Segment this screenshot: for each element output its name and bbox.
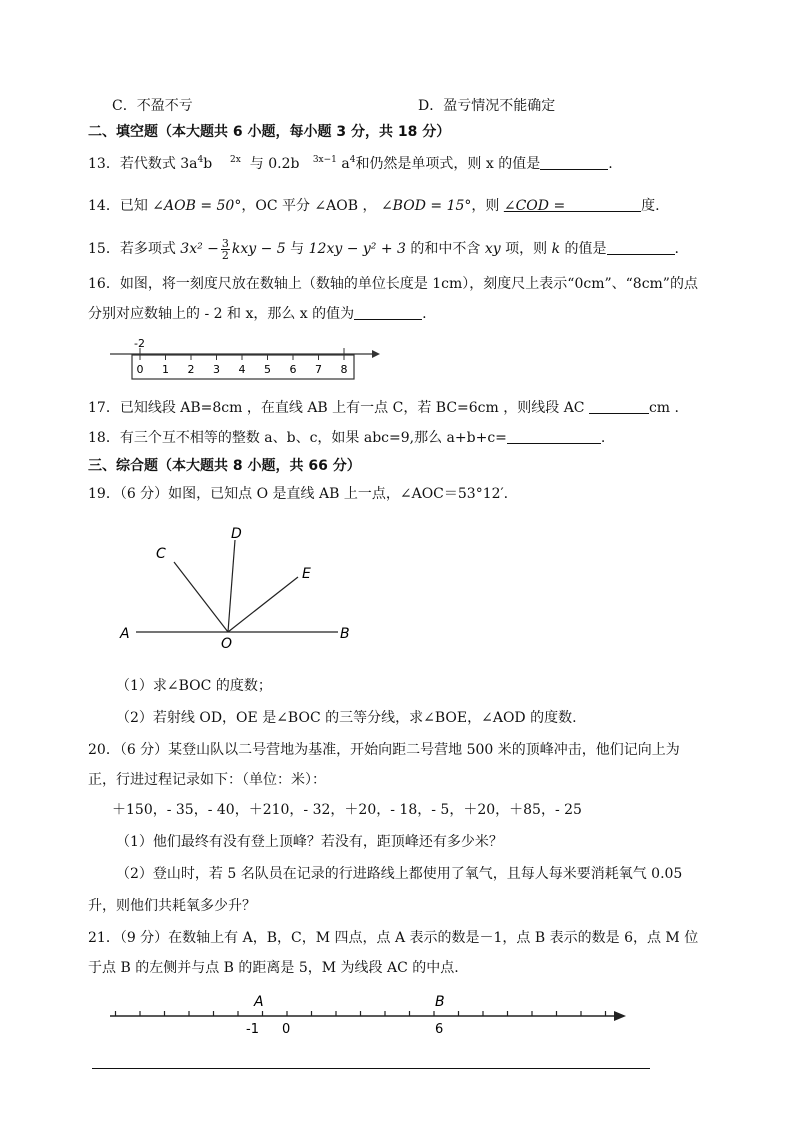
ruler-tick-label: 8 xyxy=(340,363,348,376)
point-label-c: C xyxy=(156,546,166,562)
ray-od xyxy=(228,540,235,632)
question-19-stem: 19．（6 分）如图，已知点 O 是直线 AB 上一点，∠AOC＝53°12′. xyxy=(88,486,509,502)
answer-blank-14[interactable] xyxy=(565,197,641,212)
q21-number-6: 6 xyxy=(435,1022,444,1036)
ruler-tick-label: 7 xyxy=(315,363,322,376)
q21-number-0: 0 xyxy=(282,1022,291,1036)
q21-number-line-figure xyxy=(100,990,630,1036)
ruler-tick-label: 5 xyxy=(264,363,271,376)
question-20-line1: 20．（6 分）某登山队以二号营地为基准，开始向距二号营地 500 米的顶峰冲击，他们记向上为 xyxy=(88,742,680,758)
section2-title: 二、填空题（本大题共 6 小题，每小题 3 分，共 18 分） xyxy=(88,124,451,140)
question-15: 15．若多项式 3x² − $\frac{3}{2}$ kxy − 5 与 12xy − y² + 3 的和中不含 xy 项，则 k 的值是 . xyxy=(88,236,679,262)
axis-arrow xyxy=(372,350,380,358)
point-label-d: D xyxy=(231,526,242,542)
bottom-rule xyxy=(92,1068,650,1069)
question-16-line1: 16．如图，将一刻度尺放在数轴上（数轴的单位长度是 1cm），刻度尺上表示“0cm”、“8cm”的点 xyxy=(88,276,698,292)
question-17: 17．已知线段 AB=8cm ，在直线 AB 上有一点 C，若 BC=6cm ，则线段 AC cm . xyxy=(88,400,679,416)
question-19-part2: （2）若射线 OD，OE 是∠BOC 的三等分线，求∠BOE，∠AOD 的度数. xyxy=(116,710,577,726)
question-19-part1: （1）求∠BOC 的度数； xyxy=(116,678,272,694)
question-20-part2b: 升，则他们共耗氧多少升？ xyxy=(88,898,256,914)
section3-title: 三、综合题（本大题共 8 小题，共 66 分） xyxy=(88,458,361,474)
question-20-part1: （1）他们最终有没有登上顶峰？若没有，距顶峰还有多少米？ xyxy=(116,834,503,850)
q21-number-minus1: -1 xyxy=(246,1022,259,1036)
ray-oe xyxy=(228,577,298,632)
point-label-b: B xyxy=(340,626,350,642)
point-label-a: A xyxy=(120,626,130,642)
angle-figure xyxy=(110,522,370,652)
ruler-tick-label: 0 xyxy=(136,363,144,376)
q12-option-c: C．不盈不亏 xyxy=(112,98,193,114)
question-20-record: ＋150，- 35，- 40，＋210，- 32，＋20，- 18，- 5，＋20，＋85，- 25 xyxy=(112,802,582,818)
axis-label-minus2: -2 xyxy=(134,337,145,350)
question-20-line2: 正，行进过程记录如下：（单位：米）： xyxy=(88,772,326,788)
q21-point-label-a: A xyxy=(254,994,264,1010)
fraction-3-2: $\frac{3}{2}$ xyxy=(221,236,229,262)
question-21-line2: 于点 B 的左侧并与点 B 的距离是 5，M 为线段 AC 的中点. xyxy=(88,960,459,976)
ruler-tick-label: 2 xyxy=(187,363,195,376)
question-14: 14．已知 ∠AOB = 50°，OC 平分 ∠AOB ， ∠BOD = 15°，则 ∠COD = 度. xyxy=(88,198,660,214)
question-20-part2a: （2）登山时，若 5 名队员在记录的行进路线上都使用了氧气，且每人每米要消耗氧气 0.05 xyxy=(116,866,683,882)
answer-blank-13[interactable] xyxy=(540,155,608,170)
q21-axis-arrow xyxy=(614,1011,626,1021)
answer-blank-16[interactable] xyxy=(354,305,422,320)
answer-blank-17[interactable] xyxy=(589,399,649,414)
q21-point-label-b: B xyxy=(435,994,445,1010)
question-13: 13．若代数式 $3a^4b$ $^{2x}$ 与 0.2b $^{3x-1}$ $a^4$和仍然是单项式，则 x 的值是 . xyxy=(88,155,613,172)
ruler-tick-label: 6 xyxy=(289,363,297,376)
point-label-e: E xyxy=(302,566,311,582)
point-label-o: O xyxy=(221,636,233,652)
question-21-line1: 21．（9 分）在数轴上有 A，B，C，M 四点，点 A 表示的数是－1，点 B 表示的数是 6，点 M 位 xyxy=(88,930,699,946)
answer-blank-15[interactable] xyxy=(607,240,675,255)
question-16-line2: 分别对应数轴上的 - 2 和 x，那么 x 的值为 . xyxy=(88,306,427,322)
ruler-number-line-figure xyxy=(110,334,380,384)
answer-blank-18[interactable] xyxy=(507,429,601,444)
ray-oc xyxy=(174,562,228,632)
ruler-tick-label: 3 xyxy=(213,363,220,376)
ruler-tick-label: 1 xyxy=(162,363,169,376)
ruler-tick-label: 4 xyxy=(238,363,246,376)
q12-option-d: D．盈亏情况不能确定 xyxy=(418,98,556,114)
question-18: 18．有三个互不相等的整数 a、b、c，如果 abc=9,那么 a+b+c= . xyxy=(88,430,606,446)
